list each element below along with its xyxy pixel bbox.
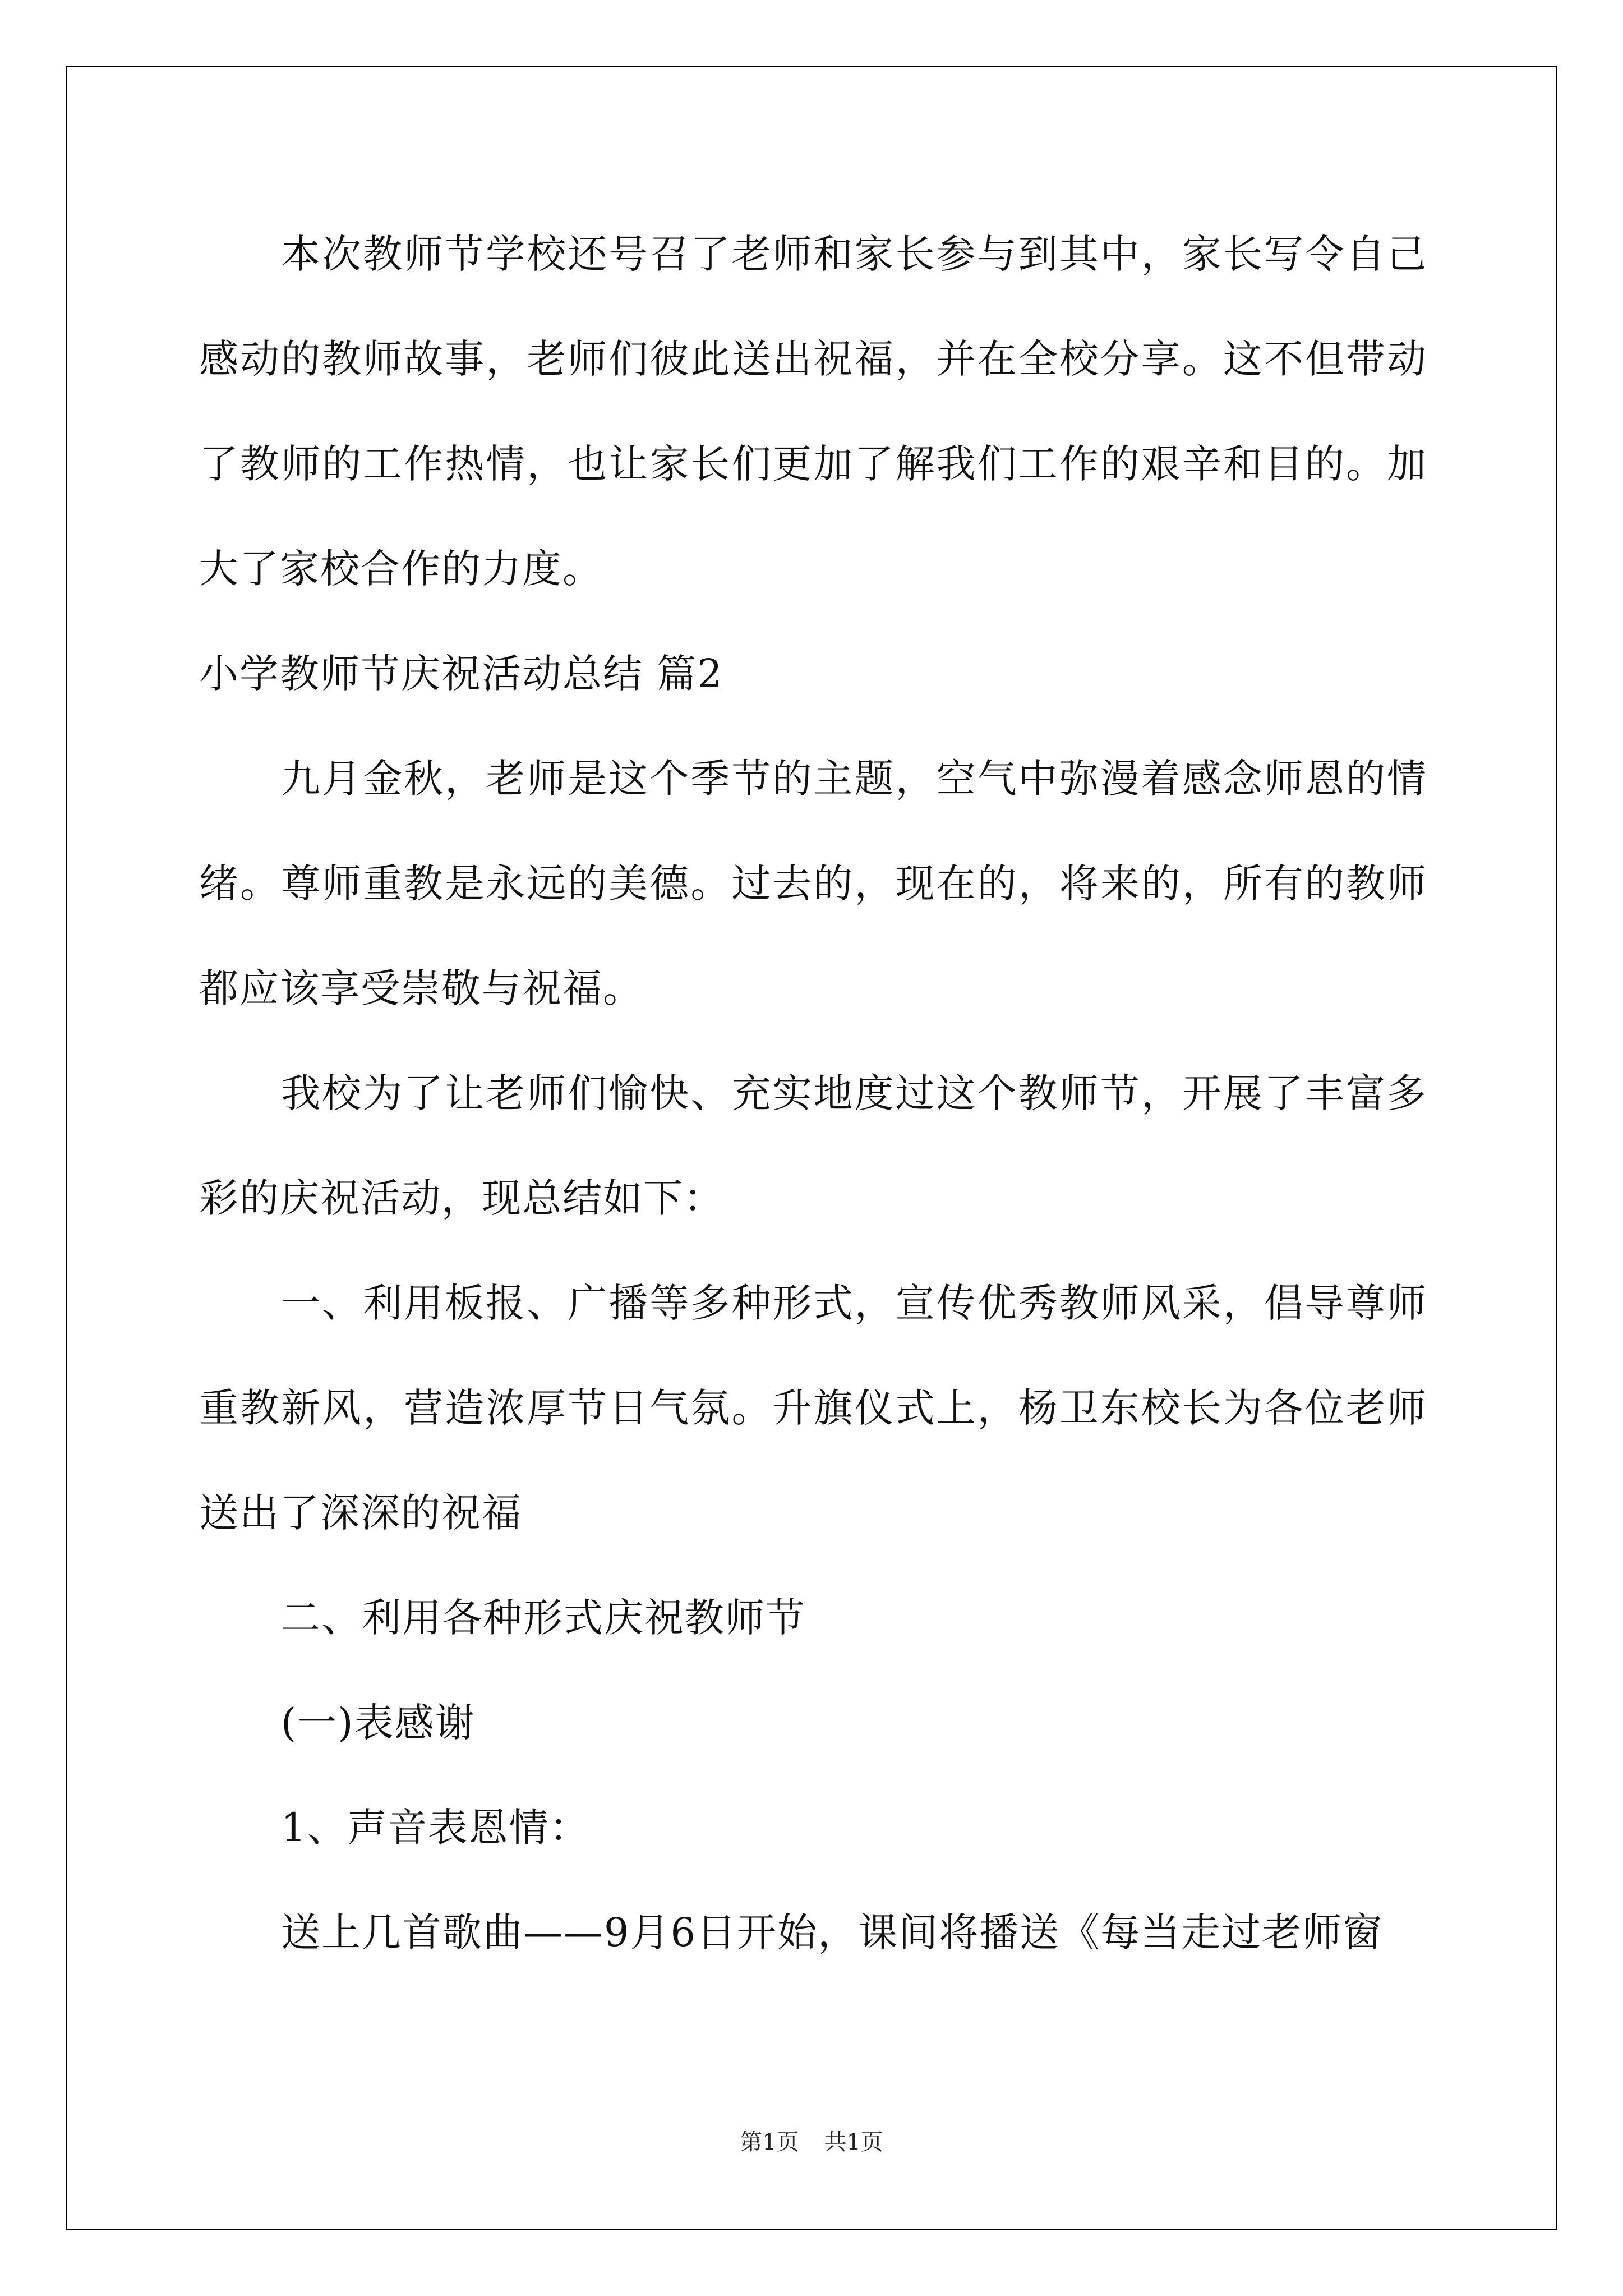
paragraph-intro: 本次教师节学校还号召了老师和家长参与到其中，家长写令自己感动的教师故事，老师们彼此送出祝福，并在全校分享。这不但带动了教师的工作热情，也让家长们更加了解我们工作的艰辛和目的。加大了家校合作的力度。 [199, 231, 1427, 592]
section-heading: 小学教师节庆祝活动总结 篇2 [199, 651, 723, 697]
paragraph-summary-intro: 我校为了让老师们愉快、充实地度过这个教师节，开展了丰富多彩的庆祝活动，现总结如下： [199, 1070, 1427, 1221]
paragraph-subitem-thanks: (一)表感谢 [281, 1700, 476, 1746]
paragraph-item-two: 二、利用各种形式庆祝教师节 [281, 1595, 806, 1641]
paragraph-autumn: 九月金秋，老师是这个季节的主题，空气中弥漫着感念师恩的情绪。尊师重教是永远的美德。过去的，现在的，将来的，所有的教师都应该享受崇敬与祝福。 [199, 756, 1427, 1011]
page-footer [0, 2124, 1623, 2156]
document-body [199, 202, 1427, 1985]
page-number-current: 第1页 [740, 2129, 799, 2155]
paragraph-item-one: 一、利用板报、广播等多种形式，宣传优秀教师风采，倡导尊师重教新风，营造浓厚节日气氛。升旗仪式上，杨卫东校长为各位老师送出了深深的祝福 [199, 1280, 1427, 1536]
paragraph-subitem-voice: 1、声音表恩情： [281, 1805, 590, 1851]
page-number-total: 共1页 [824, 2129, 883, 2155]
paragraph-songs: 送上几首歌曲——9月6日开始，课间将播送《每当走过老师窗 [281, 1910, 1384, 1955]
